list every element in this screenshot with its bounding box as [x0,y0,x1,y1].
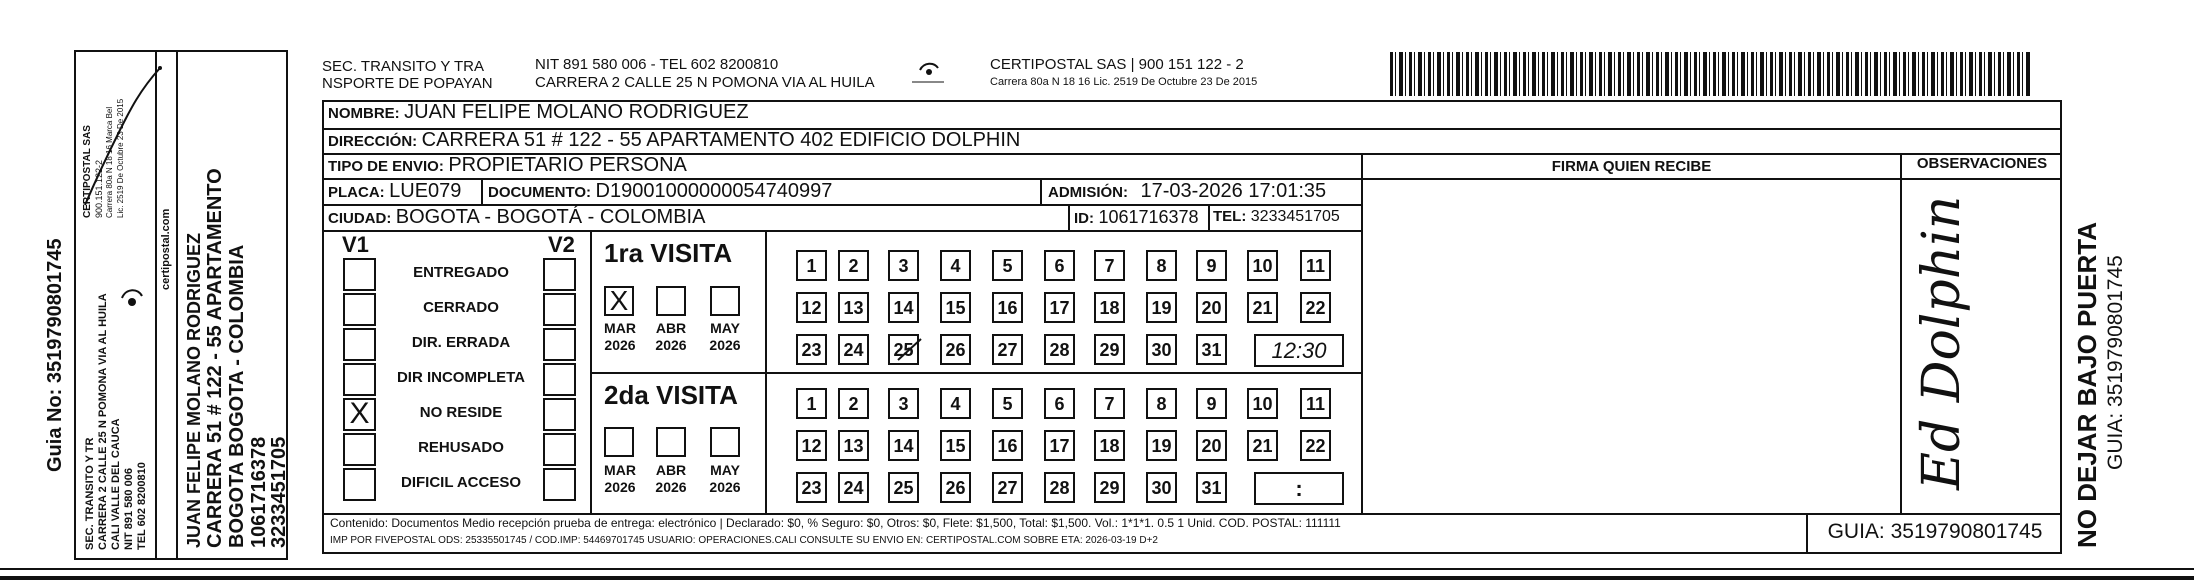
first-visit-month-abr-checkbox[interactable] [656,286,686,316]
header-courier-name: CERTIPOSTAL SAS | 900 151 122 - 2 [990,56,1244,73]
second-visit-day-30[interactable]: 30 [1146,472,1177,503]
footer-contents: Contenido: Documentos Medio recepción prueba de entrega: electrónico | Declarado: $0, % Seguro: $0, Otros: $0, Flete: $1,500, Total: $1,500. Vol.: 1*1*1. 0.5 1 Unid. COD. POSTAL: 111111 [330,516,1341,530]
stub-recipient-line: BOGOTA BOGOTA - COLOMBIA [226,244,248,548]
second-visit-day-12[interactable]: 12 [796,430,827,461]
first-visit-day-3[interactable]: 3 [888,250,919,281]
first-visit-day-17[interactable]: 17 [1044,292,1075,323]
v2-checkbox-entregado[interactable] [543,258,576,291]
bottom-rule [0,568,2194,570]
direccion-label: DIRECCIÓN: [328,133,418,150]
stub-recipient-line: JUAN FELIPE MOLANO RODRIGUEZ [184,232,204,548]
header-sender-nit: NIT 891 580 006 - TEL 602 8200810 [535,56,779,73]
second-visit-day-9[interactable]: 9 [1196,388,1227,419]
tel-row [1213,208,1340,226]
v1-checkbox-entregado[interactable] [343,258,376,291]
second-visit-day-10[interactable]: 10 [1247,388,1278,419]
second-visit-day-24[interactable]: 24 [838,472,869,503]
stub-sender-line: CARRERA 2 CALLE 25 N POMONA VIA AL HUILA [97,293,109,550]
second-visit-day-6[interactable]: 6 [1044,388,1075,419]
second-visit-month-abr-checkbox[interactable] [656,427,686,457]
v1-checkbox-no-reside[interactable]: X [343,398,376,431]
first-visit-title: 1ra VISITA [604,238,733,268]
stub-company-line: 900.151.122-2 [94,159,104,218]
side-guia-number: GUIA: 3519790801745 [2104,255,2127,470]
firma-label: FIRMA QUIEN RECIBE [1551,158,1712,175]
first-visit-day-9[interactable]: 9 [1196,250,1227,281]
id-label: ID: [1074,210,1094,227]
observaciones-label: OBSERVACIONES [1916,155,2048,172]
second-visit-day-25[interactable]: 25 [888,472,919,503]
first-visit-day-21[interactable]: 21 [1247,292,1278,323]
v2-checkbox-rehusado[interactable] [543,433,576,466]
v1-checkbox-dir-incompleta[interactable] [343,363,376,396]
tel-label: TEL: [1213,208,1247,225]
nombre-value: JUAN FELIPE MOLANO RODRIGUEZ [404,101,749,123]
nombre-label: NOMBRE: [328,105,400,122]
stub-website: certipostal.com [160,208,172,290]
footer-guia: GUIA: 3519790801745 [1827,520,2043,543]
second-visit-day-20[interactable]: 20 [1196,430,1227,461]
header-courier-logo-icon [908,58,948,88]
second-visit-day-5[interactable]: 5 [992,388,1023,419]
stub-recipient-line: 1061716378 [248,436,270,548]
stub-sender-line: CALI VALLE DEL CAUCA [110,418,122,550]
tel-value: 3233451705 [1250,208,1340,225]
ciudad-value: BOGOTA - BOGOTÁ - COLOMBIA [395,206,706,228]
v2-checkbox-dir-incompleta[interactable] [543,363,576,396]
ciudad-label: CIUDAD: [328,210,392,227]
notice-no-dejar-bajo-puerta: NO DEJAR BAJO PUERTA [2072,221,2102,548]
second-visit-month-mar-checkbox[interactable] [604,427,634,457]
stub-guide-number: Guia No: 3519790801745 [44,238,66,472]
second-visit-day-18[interactable]: 18 [1094,430,1125,461]
first-visit-day-26[interactable]: 26 [940,334,971,365]
bottom-rule-thick [0,576,2194,580]
documento-label: DOCUMENTO: [488,184,592,201]
second-visit-day-23[interactable]: 23 [796,472,827,503]
v1-checkbox-dir-errada[interactable] [343,328,376,361]
first-visit-day-18[interactable]: 18 [1094,292,1125,323]
reason-rehusado: REHUSADO [418,439,504,456]
first-visit-day-28[interactable]: 28 [1044,334,1075,365]
second-visit-day-3[interactable]: 3 [888,388,919,419]
direccion-row [328,129,1020,152]
stub-sender-line: SEC. TRANSITO Y TR [84,437,96,550]
first-visit-day-5[interactable]: 5 [992,250,1023,281]
stub-recipient-line: CARRERA 51 # 122 - 55 APARTAMENTO [204,168,226,548]
nombre-row [328,101,749,124]
v1-checkbox-dificil-acceso[interactable] [343,468,376,501]
second-visit-day-11[interactable]: 11 [1300,388,1331,419]
first-visit-day-11[interactable]: 11 [1300,250,1331,281]
placa-row [328,180,461,203]
first-visit-day-27[interactable]: 27 [992,334,1023,365]
second-visit-day-1[interactable]: 1 [796,388,827,419]
stub-signature-icon [80,60,170,210]
first-visit-time[interactable]: 12:30 [1254,334,1344,367]
reason-dificil-acceso: DIFICIL ACCESO [400,474,521,491]
first-visit-day-13[interactable]: 13 [838,292,869,323]
second-visit-month-may-checkbox[interactable] [710,427,740,457]
placa-value: LUE079 [389,180,462,202]
first-visit-day-8[interactable]: 8 [1146,250,1177,281]
direccion-value: CARRERA 51 # 122 - 55 APARTAMENTO 402 EDIFICIO DOLPHIN [421,129,1021,151]
v1-checkbox-cerrado[interactable] [343,293,376,326]
second-visit-title: 2da VISITA [604,380,738,410]
v1-checkbox-rehusado[interactable] [343,433,376,466]
stub-company-line: Carrera 80a N 18 16 Marca Bel [105,106,114,218]
first-visit-day-2[interactable]: 2 [838,250,869,281]
stub-company-line: CERTIPOSTAL SAS [82,125,93,218]
first-visit-day-10[interactable]: 10 [1247,250,1278,281]
stub-courier-logo-icon [118,282,146,312]
first-visit-month-abr: ABR 2026 [655,320,687,353]
footer-imp: IMP POR FIVEPOSTAL ODS: 25335501745 / COD.IMP: 54469701745 USUARIO: OPERACIONES.CALI CONSULTE SU ENVIO EN: CERTIPOSTAL.COM SOBRE ETA: 2026-03-19 D+2 [330,535,1158,546]
first-visit-day-19[interactable]: 19 [1146,292,1177,323]
first-visit-day-23[interactable]: 23 [796,334,827,365]
second-visit-day-29[interactable]: 29 [1094,472,1125,503]
second-visit-day-19[interactable]: 19 [1146,430,1177,461]
first-visit-day-24[interactable]: 24 [838,334,869,365]
second-visit-day-16[interactable]: 16 [992,430,1023,461]
id-row [1074,207,1199,228]
reason-cerrado: CERRADO [423,299,499,316]
first-visit-day-30[interactable]: 30 [1146,334,1177,365]
ciudad-row [328,206,705,229]
second-visit-day-7[interactable]: 7 [1094,388,1125,419]
stub-sender-line: TEL 602 8200810 [136,462,148,550]
stub-recipient-line: 3233451705 [268,436,290,548]
second-visit-day-13[interactable]: 13 [838,430,869,461]
first-visit-day-20[interactable]: 20 [1196,292,1227,323]
stub-sender-line: NIT 891 580 006 [123,468,135,550]
first-visit-day-15[interactable]: 15 [940,292,971,323]
second-visit-day-4[interactable]: 4 [940,388,971,419]
first-visit-day-6[interactable]: 6 [1044,250,1075,281]
observaciones-handwritten: Ed Dolphin [1912,195,1972,490]
v2-label: V2 [548,232,575,257]
documento-value: D19001000000054740997 [595,180,833,202]
v2-checkbox-no-reside[interactable] [543,398,576,431]
first-visit-day-14[interactable]: 14 [888,292,919,323]
first-visit-day-25[interactable]: 25 [888,334,919,365]
admision-label: ADMISIÓN: [1048,184,1128,201]
tipo-value: PROPIETARIO PERSONA [448,154,687,176]
second-visit-day-15[interactable]: 15 [940,430,971,461]
first-visit-day-29[interactable]: 29 [1094,334,1125,365]
reason-no-reside: NO RESIDE [419,404,503,421]
v2-checkbox-dir-errada[interactable] [543,328,576,361]
header-sender-name: SEC. TRANSITO Y TRA NSPORTE DE POPAYAN [322,58,493,92]
first-visit-day-4[interactable]: 4 [940,250,971,281]
admision-value: 17-03-2026 17:01:35 [1140,180,1327,202]
second-visit-time[interactable]: : [1254,472,1344,505]
documento-row [488,180,832,203]
barcode [1390,52,2030,96]
v2-checkbox-cerrado[interactable] [543,293,576,326]
reason-dir-incompleta: DIR INCOMPLETA [396,369,526,386]
admision-row [1048,180,1326,203]
first-visit-month-may: MAY 2026 [709,320,741,353]
first-visit-month-mar-checkbox[interactable]: X [604,286,634,316]
second-visit-month-may: MAY 2026 [709,462,741,495]
second-visit-day-31[interactable]: 31 [1196,472,1227,503]
tipo-row [328,154,687,177]
first-visit-month-may-checkbox[interactable] [710,286,740,316]
header-sender-address: CARRERA 2 CALLE 25 N POMONA VIA AL HUILA [535,74,875,91]
stub-company-line: Lic. 2519 De Octubre 23 De 2015 [116,98,125,218]
reason-dir-errada: DIR. ERRADA [411,334,511,351]
placa-label: PLACA: [328,184,385,201]
first-visit-day-1[interactable]: 1 [796,250,827,281]
v1-label: V1 [342,232,369,257]
first-visit-day-31[interactable]: 31 [1196,334,1227,365]
v2-checkbox-dificil-acceso[interactable] [543,468,576,501]
second-visit-day-21[interactable]: 21 [1247,430,1278,461]
first-visit-month-mar: MAR 2026 [604,320,636,353]
second-visit-day-2[interactable]: 2 [838,388,869,419]
second-visit-day-22[interactable]: 22 [1300,430,1331,461]
id-value: 1061716378 [1098,207,1199,227]
second-visit-month-mar: MAR 2026 [604,462,636,495]
tipo-label: TIPO DE ENVIO: [328,158,444,175]
first-visit-day-12[interactable]: 12 [796,292,827,323]
header-courier-license: Carrera 80a N 18 16 Lic. 2519 De Octubre 23 De 2015 [990,76,1258,88]
second-visit-day-17[interactable]: 17 [1044,430,1075,461]
second-visit-day-26[interactable]: 26 [940,472,971,503]
second-visit-month-abr: ABR 2026 [655,462,687,495]
day-25-strike-icon [894,334,925,365]
first-visit-day-16[interactable]: 16 [992,292,1023,323]
reason-entregado: ENTREGADO [413,264,509,281]
first-visit-day-7[interactable]: 7 [1094,250,1125,281]
second-visit-day-14[interactable]: 14 [888,430,919,461]
first-visit-day-22[interactable]: 22 [1300,292,1331,323]
second-visit-day-27[interactable]: 27 [992,472,1023,503]
second-visit-day-28[interactable]: 28 [1044,472,1075,503]
second-visit-day-8[interactable]: 8 [1146,388,1177,419]
